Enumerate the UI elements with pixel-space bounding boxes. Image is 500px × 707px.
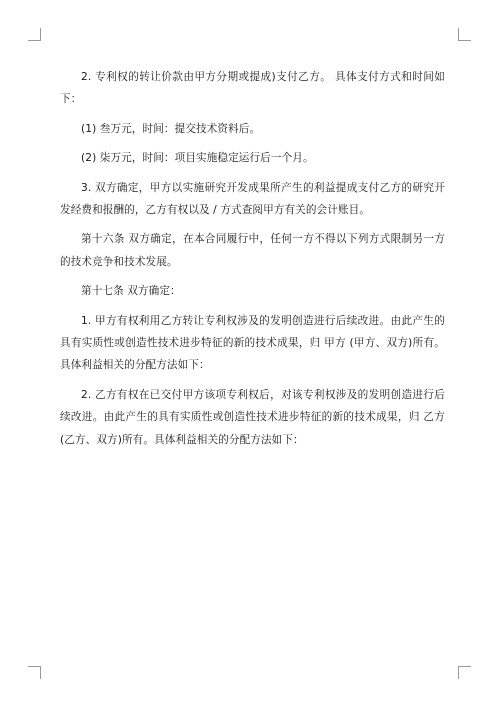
paragraph-article-17: 第十七条 双方确定：: [81, 285, 181, 298]
crop-mark-top-right: [458, 28, 471, 41]
paragraph-payment-terms: 2. 专利权的转让价款由甲方分期或提成)支付乙方。 具体支付方式和时间如下：: [60, 71, 445, 106]
paragraph-article-17-item-1: 1. 甲方有权利用乙方转让专利权涉及的发明创造进行后续改进。由此产生的具有实质性或创造性技术进步特征的新的技术成果，归 甲方 (甲方、双方)所有。具体利益相关的分配方法如下：: [60, 314, 445, 372]
paragraph-royalty-audit: 3. 双方确定，甲方以实施研究开发成果所产生的利益提成支付乙方的研究开发经费和报酬的，乙方有权以及 / 方式查阅甲方有关的会计账目。: [60, 181, 445, 217]
paragraph-article-16: 第十六条 双方确定，在本合同履行中，任何一方不得以下列方式限制另一方的技术竞争和技术发展。: [60, 233, 445, 268]
paragraph-payment-item-1: (1) 叁万元，时间：提交技术资料后。: [81, 122, 261, 135]
paragraph-article-17-item-2: 2. 乙方有权在已交付甲方该项专利权后，对该专利权涉及的发明创造进行后续改进。由此产生的具有实质性或创造性技术进步特征的新的技术成果，归 乙方 (乙方、双方)所有。具体利益相关的分配方法如下：: [60, 388, 445, 446]
crop-mark-bottom-right: [458, 666, 471, 679]
paragraph-payment-item-2: (2) 柒万元，时间：项目实施稳定运行后一个月。: [81, 152, 314, 165]
crop-mark-bottom-left: [28, 666, 41, 679]
document-body: [60, 66, 445, 458]
crop-mark-top-left: [28, 28, 41, 41]
